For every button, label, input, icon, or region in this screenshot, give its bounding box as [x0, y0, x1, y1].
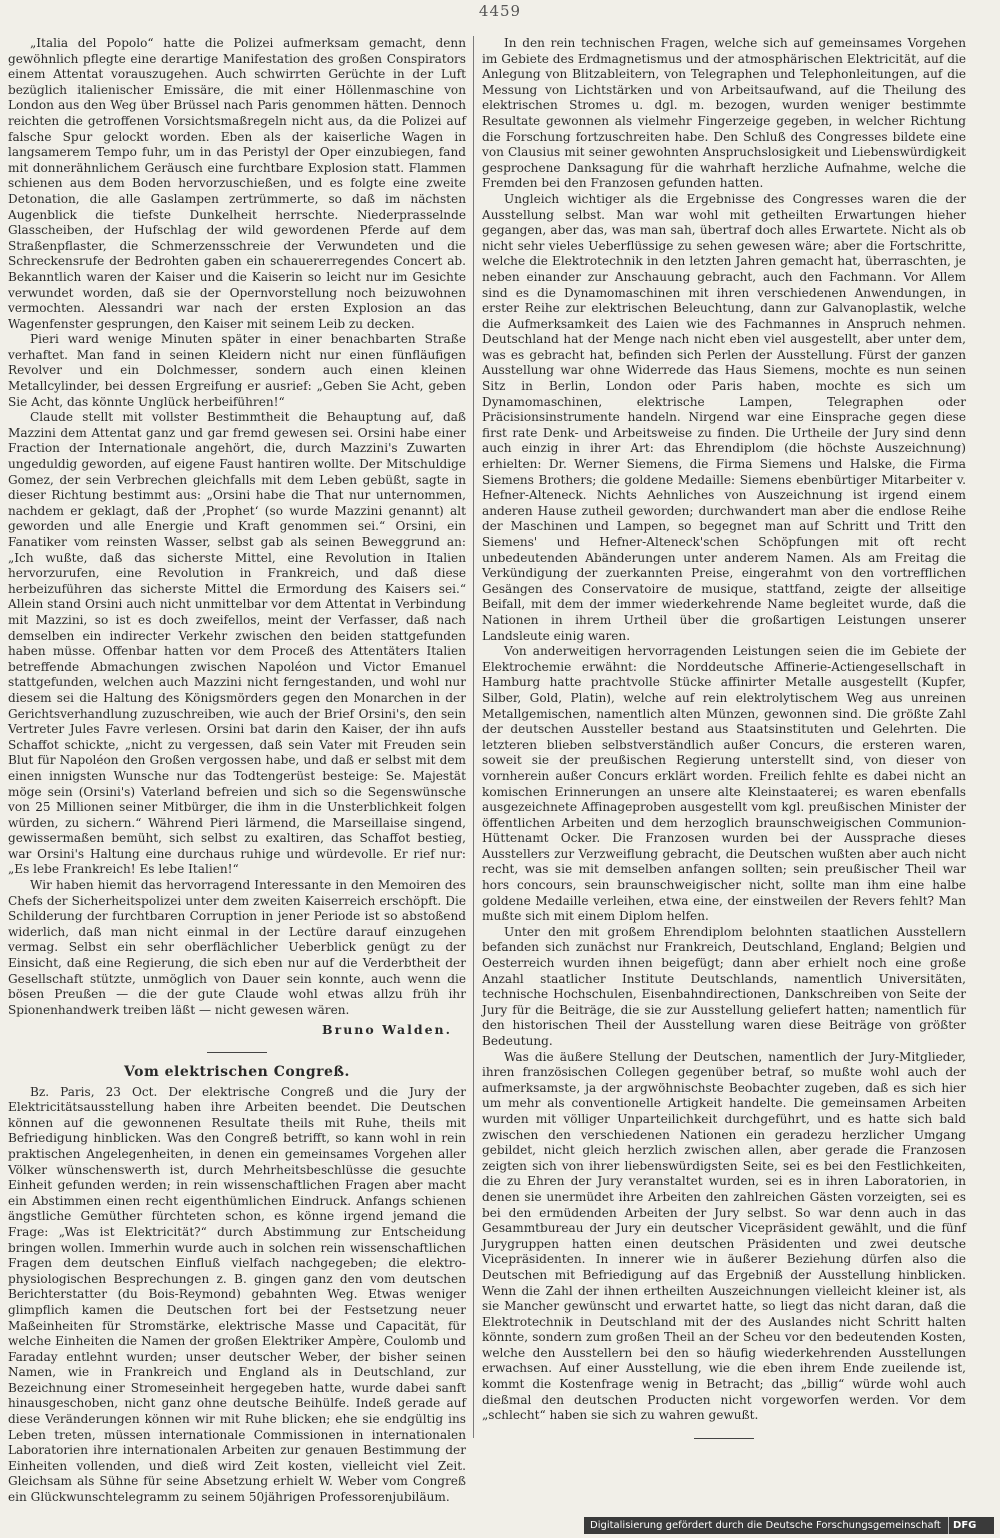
- author-signature: Bruno Walden.: [322, 1022, 452, 1038]
- right-column: [482, 36, 966, 1451]
- paragraph: Pieri ward wenige Minuten später in einer benachbarten Straße verhaftet. Man fand in seinen Kleidern nicht nur einen fünfläufigen Revolver und ein Dolchmesser, sondern auch einen kleinen Metallcylinder, bei dessen Ergreifung er ausrief: „Geben Sie Acht, geben Sie Acht, das könnte Unglück herbeiführen!“: [8, 332, 466, 409]
- paragraph: Claude stellt mit vollster Bestimmtheit die Behauptung auf, daß Mazzini dem Attentat ganz und gar fremd gewesen sei. Orsini habe einer Fraction der Internationale angehört, die, durch Mazzini's Zuwarten ungeduldig geworden, auf eigene Faust hantiren wollte. Der Mitschuldige Gomez, der sein Verbrechen gleichfalls mit dem Leben gebüßt, sagte in dieser Richtung bestimmt aus: „Orsini habe die That nur unternommen, nachdem er geklagt, daß der ‚Prophet‘ (so wurde Mazzini genannt) alt geworden und alle Energie und Kraft genommen sei.“ Orsini, ein Fanatiker vom reinsten Wasser, selbst gab als seinen Beweggrund an: „Ich wußte, daß das sicherste Mittel, eine Revolution in Italien hervorzurufen, eine Revolution in Frankreich, und daß diese herbeizuführen das sicherste Mittel die Ermordung des Kaisers sei.“ Allein stand Orsini auch nicht unmittelbar vor dem Attentat in Verbindung mit Mazzini, so ist es doch zweifellos, meint der Verfasser, daß nach demselben ein indirecter Verkehr zwischen den beiden stattgefunden haben müsse. Offenbar hatten vor dem Proceß des Attentäters Italien betreffende Abmachungen zwischen Napoléon und Victor Emanuel stattgefunden, welchen auch Mazzini nicht ferngestanden, und wohl nur diesem sei die Haltung des Königsmörders gegen den Monarchen in der Gerichtsverhandlung zuzuschreiben, wie auch der Brief Orsini's, den sein Vertreter Jules Favre verlesen. Orsini bat darin den Kaiser, der ihn aufs Schaffot schickte, „nicht zu vergessen, daß sein Vater mit Freuden sein Blut für Napoléon den Großen vergossen habe, und daß er selbst mit dem einen innigsten Wunsche nur das Todtengerüst besteige: Se. Majestät möge sein (Orsini's) Vaterland befreien und sich so die Segenswünsche von 25 Millionen seiner Mitbürger, die ihm in die Unsterblichkeit folgen würden, zu sichern.“ Während Pieri lärmend, die Marseillaise singend, gewissermaßen bemüht, sich selbst zu exaltiren, das Schaffot bestieg, war Orsini's Haltung eine durchaus ruhige und würdevolle. Er rief nur: „Es lebe Frankreich! Es lebe Italien!“: [8, 410, 466, 877]
- section-title: Vom elektrischen Congreß.: [124, 1064, 350, 1080]
- column-divider: [473, 36, 474, 1438]
- paragraph: Unter den mit großem Ehrendiplom belohnten staatlichen Ausstellern befanden sich zunächst nur Frankreich, Deutschland, England; Belgien und Oesterreich wurden ihnen beigefügt; dann aber erhielt noch eine große Anzahl staatlicher Institute Deutschlands, namentlich Universitäten, technische Hochschulen, Eisenbahndirectionen, Dankschreiben von Seite der Jury für die Beiträge, die sie zur Ausstellung geliefert hatten; namentlich für den historischen Theil der Ausstellung waren diese Beiträge von größter Bedeutung.: [482, 924, 966, 1048]
- paragraph: „Italia del Popolo“ hatte die Polizei aufmerksam gemacht, denn gewöhnlich pflegte eine derartige Manifestation des großen Conspirators einem Attentat vorauszugehen. Auch schwirrten Gerüchte in der Luft bezüglich italienischer Emissäre, die mit einer Höllenmaschine von London aus den Weg über Brüssel nach Paris genommen hätten. Dennoch reichten die getroffenen Vorsichtsmaßregeln nicht aus, da die Polizei auf falsche Spur gelockt worden. Eben als der kaiserliche Wagen in langsamerem Tempo fuhr, um in das Peristyl der Oper einzubiegen, fand mit donnerähnlichem Geräusch eine furchtbare Explosion statt. Flammen schienen aus dem Boden hervorzuschießen, und es folgte eine zweite Detonation, die alle Gaslampen zertrümmerte, so daß im nächsten Augenblick die tiefste Dunkelheit herrschte. Niederprasselnde Glasscheiben, der Hufschlag der wild gewordenen Pferde auf dem Straßenpflaster, die Schmerzensschreie der Verwundeten und die Schreckensrufe der Bedrohten gaben ein schauererregendes Concert ab. Bekanntlich waren der Kaiser und die Kaiserin so leicht nur im Gesichte verwundet worden, daß sie der Opernvorstellung noch beizuwohnen vermochten. Alessandri war nach der ersten Explosion an das Wagenfenster gesprungen, den Kaiser mit seinem Leib zu decken.: [8, 36, 466, 331]
- paragraph: Ungleich wichtiger als die Ergebnisse des Congresses waren die der Ausstellung selbst. Man war wohl mit getheilten Erwartungen hieher gegangen, aber das, was man sah, übertraf doch alles Erwartete. Nicht als ob nicht sehr vieles Ueberflüssige zu sehen gewesen wäre; aber die Fortschritte, welche die Elektrotechnik in den letzten Jahren gemacht hat, überraschten, je neben einander zur Anschauung gebracht, auch den Fachmann. Vor Allem sind es die Dynamomaschinen mit ihren verschiedenen Anwendungen, in erster Reihe zur elektrischen Beleuchtung, dann zur Galvanoplastik, welche die Aufmerksamkeit des Laien wie des Fachmannes in Anspruch nehmen. Deutschland hat der Menge nach nicht eben viel ausgestellt, aber unter dem, was es gebracht hat, befinden sich Perlen der Ausstellung. Fürst der ganzen Ausstellung war ohne Widerrede das Haus Siemens, mochte es nun seinen Sitz in Berlin, London oder Paris haben, mochte es sich um Dynamomaschinen, elektrische Lampen, Telegraphen oder Präcisionsinstrumente handeln. Nirgend war eine Einsprache gegen diese first rate Denk- und Arbeitsweise zu finden. Die Urtheile der Jury sind denn auch einzig in ihrer Art: das Ehrendiplom (die höchste Auszeichnung) erhielten: Dr. Werner Siemens, die Firma Siemens und Halske, die Firma Siemens Brothers; die goldene Medaille: Siemens ebenbürtiger Mitarbeiter v. Hefner-Alteneck. Nichts Aehnliches von Auszeichnung ist irgend einem anderen Hause zutheil geworden; durchwandert man aber die endlose Reihe der Maschinen und Lampen, so begegnet man auf Schritt und Tritt den Siemens' und Hefner-Alteneck'schen Schöpfungen mit oft recht unbedeutenden Abänderungen unter anderem Namen. Als am Freitag die Verkündigung der zuerkannten Preise, eingerahmt von den vortrefflichen Gesängen des Conservatoire de musique, stattfand, zeigte der allseitige Beifall, mit dem der immer wiederkehrende Name begleitet wurde, daß die Nationen in ihrem Urtheil über die großartigen Leistungen unserer Landsleute einig waren.: [482, 191, 966, 643]
- paragraph: Bz. Paris, 23 Oct. Der elektrische Congreß und die Jury der Elektricitätsausstellung haben ihre Arbeiten beendet. Die Deutschen können auf die gewonnenen Resultate theils mit Ruhe, theils mit Befriedigung hinblicken. Was den Congreß betrifft, so kann wohl in rein praktischen Angelegenheiten, in denen ein gemeinsames Vorgehen aller Völker wünschenswerth ist, durch Mehrheitsbeschlüsse die gesuchte Einheit gefunden werden; in rein wissenschaftlichen Fragen aber macht ein Abstimmen einen recht eigenthümlichen Eindruck. Anfangs schienen ängstliche Gemüther fürchteten schon, es könne irgend jemand die Frage: „Was ist Elektricität?“ durch Abstimmung zur Entscheidung bringen wollen. Immerhin wurde auch in solchen rein wissenschaftlichen Fragen dem deutschen Einfluß vielfach nachgegeben; die elektro-physiologischen Besprechungen z. B. gingen ganz den vom deutschen Berichterstatter (du Bois-Reymond) gebahnten Weg. Etwas weniger glimpflich kamen die Deutschen fort bei der Festsetzung neuer Maßeinheiten für Stromstärke, elektrische Masse und Capacität, für welche Einheiten die Namen der großen Elektriker Ampère, Coulomb und Faraday entlehnt wurden; unser deutscher Weber, der bisher seinen Namen, wie in Frankreich und England als in Deutschland, zur Bezeichnung einer Stromeseinheit hergegeben hatte, wurde dabei sanft hinausgeschoben, nicht ganz ohne deutsche Beihülfe. Indeß gerade auf diese Veränderungen können wir mit Ruhe blicken; ehe sie endgültig ins Leben treten, müssen internationale Commissionen in internationalen Laboratorien ihre internationalen Arbeiten zur genauen Bestimmung der Einheiten vollenden, und dieß wird Zeit kosten, vielleicht viel Zeit. Gleichsam als Sühne für seine Absetzung erhielt W. Weber vom Congreß ein Glückwunschtelegramm zu seinem 50jährigen Professorenjubiläum.: [8, 1084, 466, 1505]
- paragraph: Was die äußere Stellung der Deutschen, namentlich der Jury-Mitglieder, ihren französischen Collegen gegenüber betraf, so mußte wohl auch der aufmerksamste, ja der argwöhnischste Beobachter zugeben, daß es sich hier um mehr als conventionelle Artigkeit handelte. Die gemeinsamen Arbeiten wurden mit völliger Unparteilichkeit durchgeführt, und es hatte sich bald zwischen den verschiedenen Nationen ein geradezu herzlicher Umgang gebildet, nicht gleich herzlich zwischen allen, aber gerade die Franzosen zeigten sich von ihrer liebenswürdigsten Seite, sei es bei den Festlichkeiten, die zu Ehren der Jury veranstaltet wurden, sei es in ihren Laboratorien, in denen sie unermüdet ihre Arbeiten den zahlreichen Gästen vorzeigten, sei es bei den ermüdenden Arbeiten der Jury selbst. So war denn auch in das Gesammtbureau der Jury ein deutscher Vicepräsident gewählt, und die fünf Jurygruppen hatten einen deutschen Präsidenten und zwei deutsche Vicepräsidenten. In innerer wie in äußerer Beziehung dürfen also die Deutschen mit Befriedigung auf das Ergebniß der Ausstellung hinblicken. Wenn die Zahl der ihnen ertheilten Auszeichnungen vielleicht kleiner ist, als sie Mancher gewünscht und erwartet hatte, so liegt das nicht daran, daß die Elektrotechnik in Deutschland mit der des Auslandes nicht Schritt halten könnte, sondern zum großen Theil an der Scheu vor den bedeutenden Kosten, welche den Ausstellern bei den so häufig wiederkehrenden Ausstellungen erwachsen. Auf einer Ausstellung, wie die eben ihrem Ende zueilende ist, kommt die Kostenfrage wenig in Betracht; das „billig“ würde wohl auch dießmal den deutschen Producten nicht vorgeworfen werden. Vor dem „schlecht“ haben sie sich zu wahren gewußt.: [482, 1049, 966, 1423]
- page-number: 4459: [478, 2, 522, 20]
- footer-text: Digitalisierung gefördert durch die Deutsche Forschungsgemeinschaft: [590, 1520, 941, 1531]
- dfg-logo: DFG: [948, 1517, 976, 1534]
- paragraph: In den rein technischen Fragen, welche sich auf gemeinsames Vorgehen im Gebiete des Erdmagnetismus und der atmosphärischen Elektricität, auf die Anlegung von Blitzableitern, von Telegraphen und Telephonleitungen, auf die Messung von Lichtstärken und von Arbeitsaufwand, auf die Theilung des elektrischen Stromes u. dgl. m. bezogen, wurden weniger bestimmte Resultate gewonnen als vielmehr Fingerzeige gegeben, in welcher Richtung die Forschung fortzuschreiten habe. Den Schluß des Congresses bildete eine von Clausius mit seiner gewohnten Anspruchslosigkeit und Liebenswürdigkeit gesprochene Danksagung für die wahrhaft herzliche Aufnahme, welche die Fremden bei den Franzosen gefunden hatten.: [482, 36, 966, 191]
- paragraph: Von anderweitigen hervorragenden Leistungen seien die im Gebiete der Elektrochemie erwähnt: die Norddeutsche Affinerie-Actiengesellschaft in Hamburg hatte prachtvolle Stücke affinirter Metalle ausgestellt (Kupfer, Silber, Gold, Platin), welche auf rein elektrolytischem Weg aus unreinen Metallgemischen, namentlich alten Münzen, gewonnen sind. Die größte Zahl der deutschen Aussteller bestand aus Staatsinstituten und Gelehrten. Die letzteren blieben selbstverständlich außer Concurs, die ersteren waren, soweit sie der preußischen Regierung unterstellt sind, von dieser von vornherein außer Concurs erklärt worden. Freilich fehlte es dabei nicht an komischen Erinnerungen an unsere alte Kleinstaaterei; es waren ebenfalls ausgezeichnete Affinageproben ausgestellt vom kgl. preußischen Minister der öffentlichen Arbeiten und dem herzoglich braunschweigischen Communion-Hüttenamt Ocker. Die Franzosen wurden bei der Aussprache dieses Ausstellers zur Verzweiflung gebracht, die Deutschen wußten aber auch nicht recht, was sie mit demselben anfangen sollten; sein preußischer Theil war hors concours, sein braunschweigischer nicht, sollte man ihm eine halbe goldene Medaille verleihen, etwa eine, der einstweilen der Revers fehlt? Man mußte sich mit einem Diplom helfen.: [482, 644, 966, 924]
- paragraph: Wir haben hiemit das hervorragend Interessante in den Memoiren des Chefs der Sicherheitspolizei unter dem zweiten Kaiserreich erschöpft. Die Schilderung der furchtbaren Corruption in jener Periode ist so abstoßend widerlich, daß man nicht einmal in der Lectüre darauf einzugehen vermag. Selbst ein sehr oberflächlicher Ueberblick genügt zu der Einsicht, daß eine Regierung, die sich eben nur auf die Verderbtheit der Gesellschaft stützte, unmöglich von Dauer sein konnte, auch wenn die bösen Preußen — die der gute Claude wohl etwas allzu früh ihr Spionenhandwerk treiben läßt — nicht gewesen wären.: [8, 878, 466, 1017]
- digitization-footer: [584, 1517, 994, 1534]
- end-divider: [694, 1438, 754, 1439]
- section-divider: [207, 1052, 267, 1053]
- left-column: [8, 36, 466, 1506]
